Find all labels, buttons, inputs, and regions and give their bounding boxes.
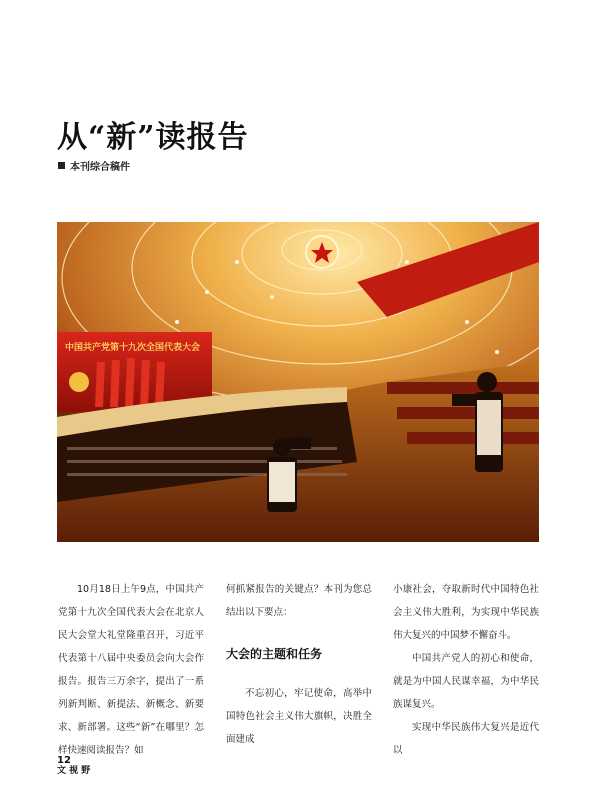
magazine-logo: 文 视 野	[57, 766, 91, 776]
paragraph: 何抓紧报告的关键点？本刊为您总结出以下要点：	[226, 584, 372, 618]
paragraph: 中国共产党人的初心和使命，就是为中国人民谋幸福，为中华民族谋复兴。	[393, 653, 539, 710]
paragraph: 实现中华民族伟大复兴是近代以	[393, 722, 539, 756]
page-footer	[57, 755, 90, 777]
paragraph: 不忘初心，牢记使命，高举中国特色社会主义伟大旗帜，决胜全面建成	[226, 688, 372, 745]
text-column-3	[393, 578, 539, 762]
text-column-1	[58, 578, 204, 762]
article-title: 从“新”读报告	[57, 120, 249, 155]
banner-text: 中国共产党第十九次全国代表大会	[65, 343, 201, 353]
paragraph: 10月18日上午9点，中国共产党第十九次全国代表大会在北京人民大会堂大礼堂隆重召开，习近平代表第十八届中央委员会向大会作报告。报告三万余字，提出了一系列新判断、新提法、新概念、新要求、新部署。这些“新”在哪里？怎样快速阅读报告？如	[58, 584, 204, 756]
page-number: 12	[57, 755, 71, 766]
section-heading: 大会的主题和任务	[226, 647, 323, 661]
square-bullet-icon	[58, 162, 65, 169]
paragraph: 小康社会，夺取新时代中国特色社会主义伟大胜利，为实现中华民族伟大复兴的中国梦不懈奋斗。	[393, 584, 539, 641]
text-column-2	[226, 578, 372, 751]
byline-text: 本刊综合稿件	[70, 162, 130, 173]
byline	[58, 158, 130, 173]
great-hall-photo	[57, 222, 539, 542]
